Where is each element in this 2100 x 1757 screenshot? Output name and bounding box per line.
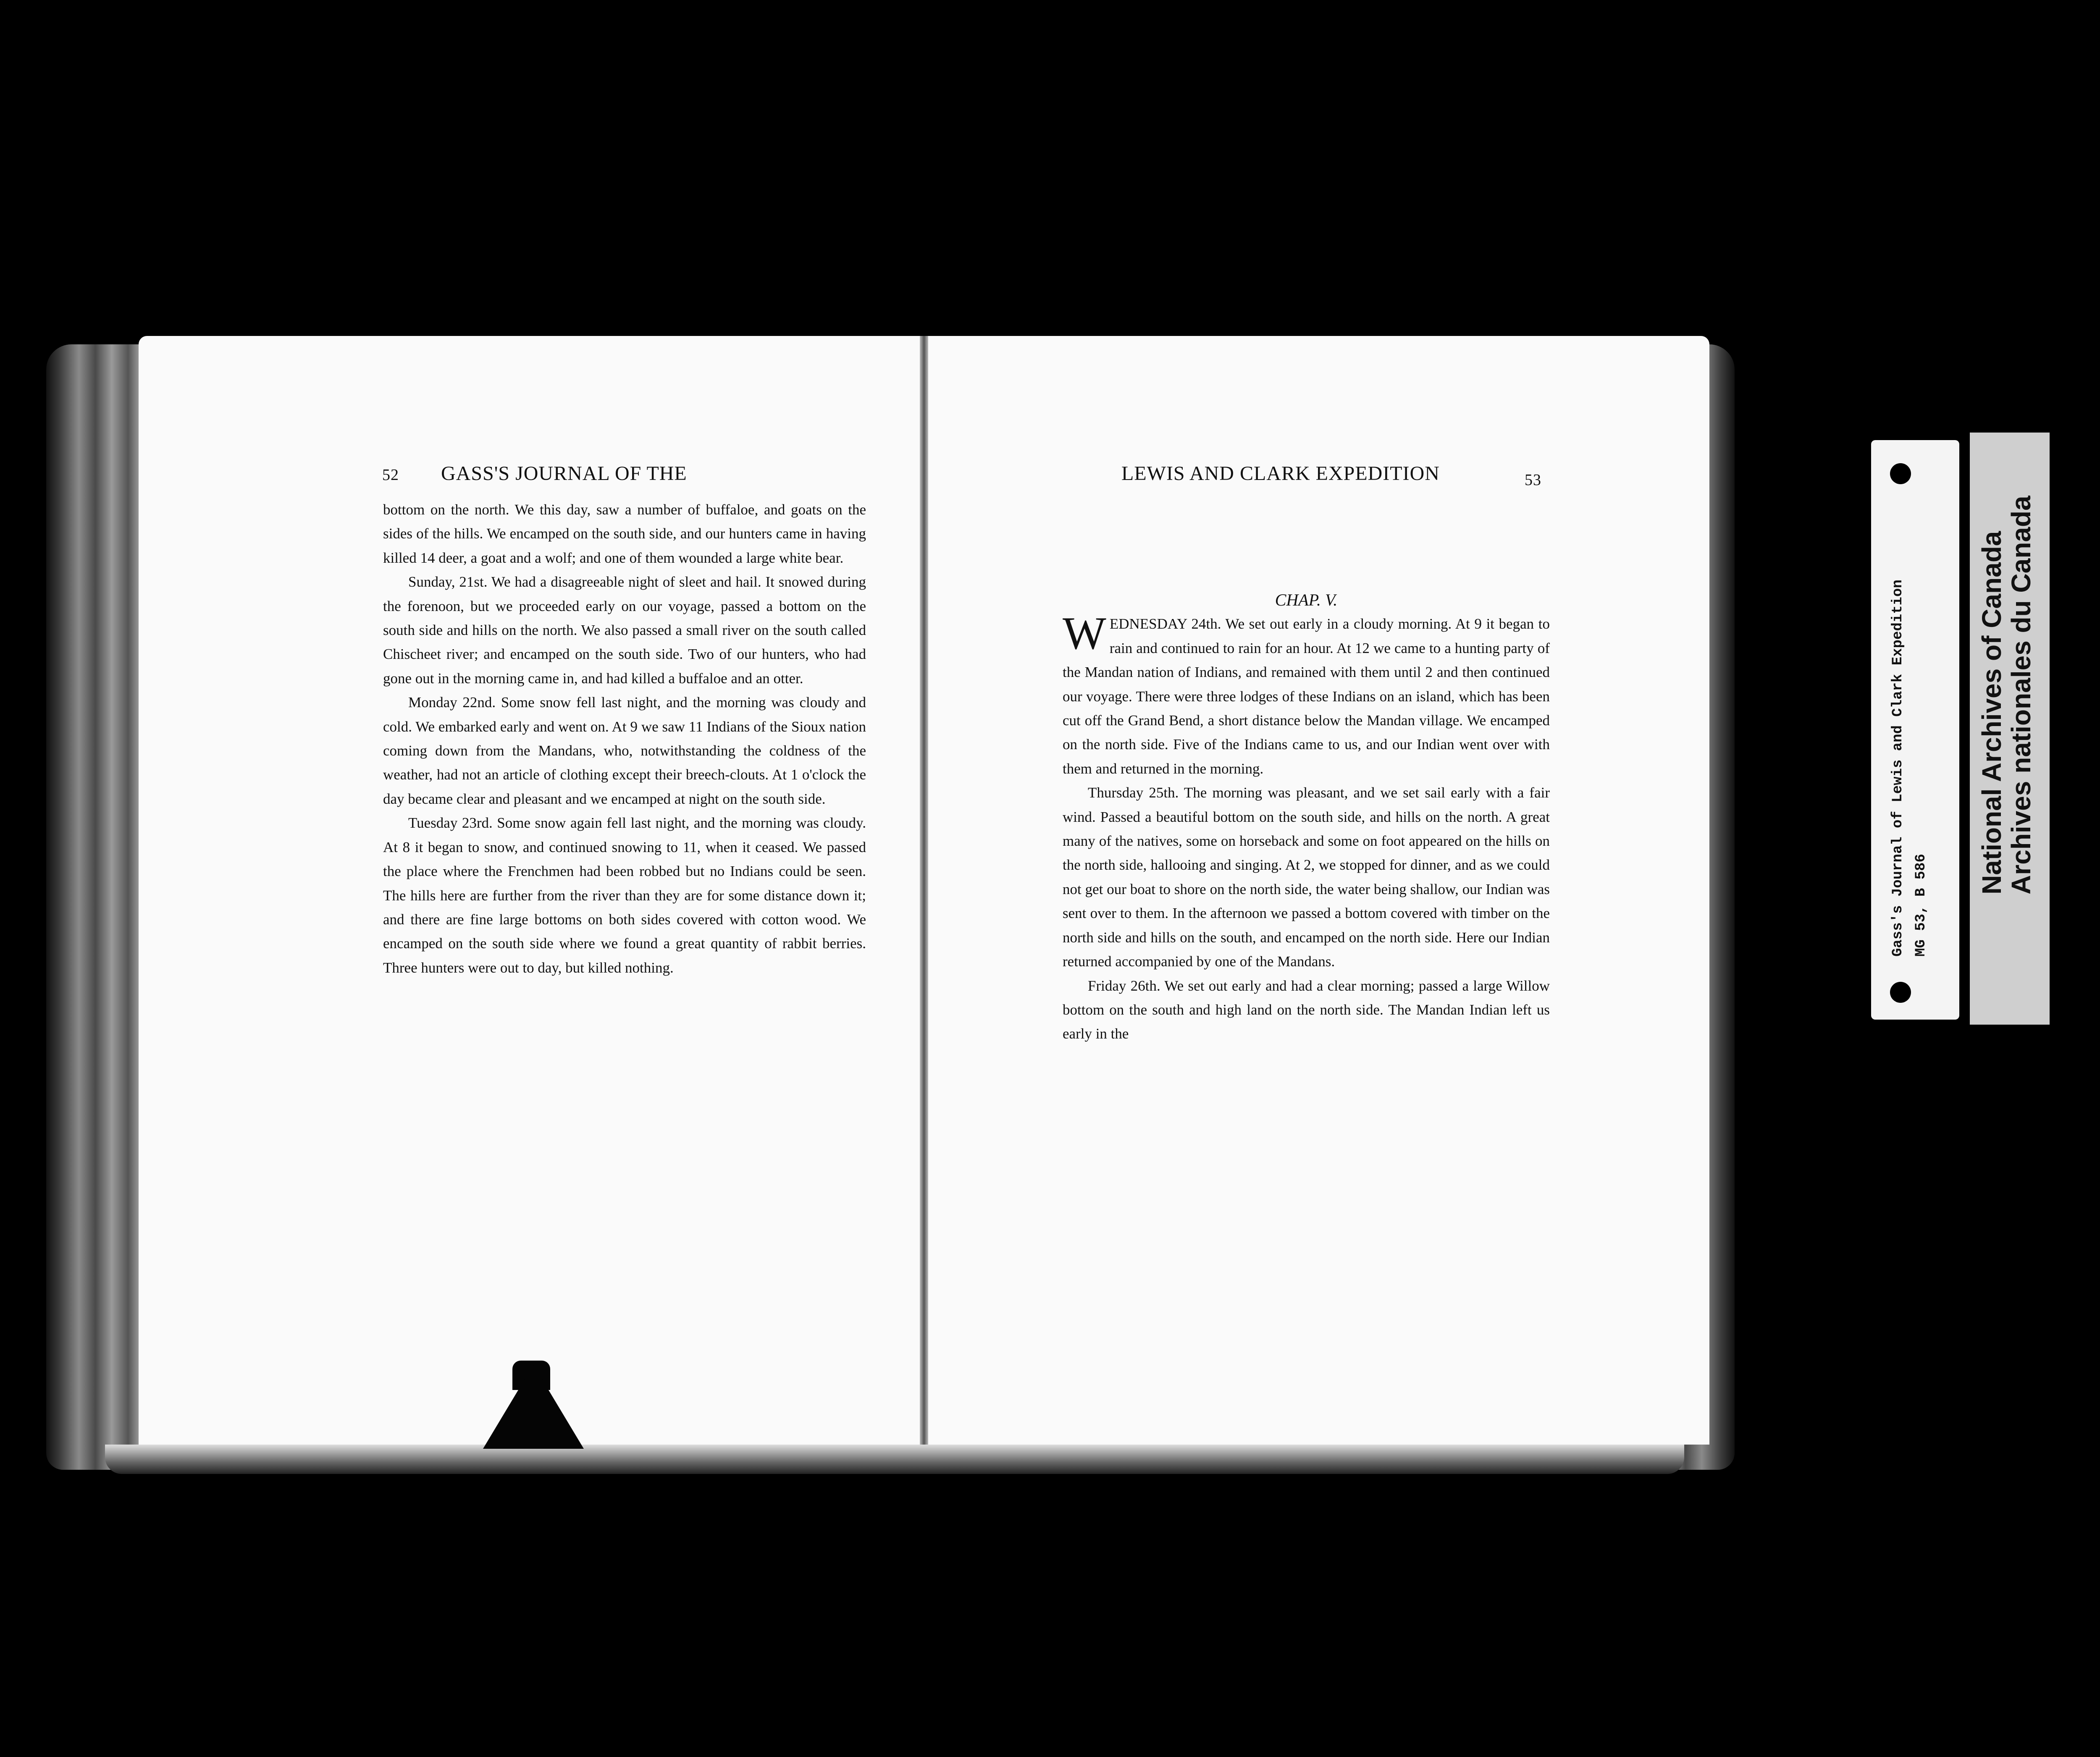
catalogue-label bbox=[1871, 440, 1959, 1020]
bookmark-ribbon bbox=[483, 1365, 584, 1449]
drop-cap: W bbox=[1063, 608, 1106, 659]
right-page bbox=[928, 336, 1709, 1445]
punch-hole-icon bbox=[1890, 982, 1911, 1003]
paragraph-text: EDNESDAY 24th. We set out early in a cloudy morning. At 9 it began to rain and continued to rain for an hour. At 12 we came to a hunting party of the Mandan nation of Indians, and remained with them until 2 and then continued our voyage. There were three lodges of these Indians on an island, which has been cut off the Grand Bend, a short distance below the Mandan village. We encamped on the north side. Five of the Indians came to us, and our Indian went over with them and returned in the morning. bbox=[1063, 616, 1550, 777]
right-page-number: 53 bbox=[1525, 471, 1541, 489]
left-page bbox=[139, 336, 920, 1445]
left-page-body bbox=[383, 498, 866, 980]
book-bottom-edge bbox=[105, 1445, 1684, 1474]
archive-name-fr: Archives nationales du Canada bbox=[2006, 496, 2036, 894]
paragraph: Thursday 25th. The morning was pleasant, and we set sail early with a fair wind. Passed a beautiful bottom on the south side, and hills on the north. A great many of the natives, some on horseback and some on foot appeared on the hills on the north side, hallooing and singing. At 2, we stopped for dinner, and as we could not get our boat to shore on the north side, the water being shallow, our Indian was sent over to them. In the afternoon we passed a bottom covered with timber on the north side and hills on the south, and encamped on the north side. Here our Indian returned accompanied by one of the Mandans. bbox=[1063, 784, 1550, 970]
paragraph bbox=[1063, 608, 1550, 781]
paragraph: Tuesday 23rd. Some snow again fell last night, and the morning was cloudy. At 8 it began to snow, and continued snowing to 11, when it ceased. We passed the place where the Frenchmen had been robbed but no Indians could be seen. The hills here are further from the river than they are for some distance down it; and there are fine large bottoms on both sides covered with cotton wood. We encamped on the south side where we found a great quantity of rabbit berries. Three hunters were out to day, but killed nothing. bbox=[383, 815, 866, 976]
archive-name-en: National Archives of Canada bbox=[1977, 531, 2007, 894]
left-page-number: 52 bbox=[382, 466, 399, 484]
right-page-body bbox=[1063, 588, 1550, 1046]
paragraph: Monday 22nd. Some snow fell last night, and the morning was cloudy and cold. We embarked early and went on. At 9 we saw 11 Indians of the Sioux nation coming down from the Mandans, who, notwithstanding the coldness of the weather, had not an article of clothing except their breech-clouts. At 1 o'clock the day became clear and pleasant and we encamped at night on the south side. bbox=[383, 694, 866, 807]
open-book bbox=[46, 336, 1735, 1478]
reference-label-text: MG 53, B 586 bbox=[1913, 854, 1929, 957]
book-gutter bbox=[920, 336, 928, 1445]
right-running-head: LEWIS AND CLARK EXPEDITION bbox=[1121, 462, 1440, 485]
chapter-heading: CHAP. V. bbox=[1275, 590, 1338, 609]
archive-label bbox=[1970, 433, 2050, 1025]
paragraph: bottom on the north. We this day, saw a number of buffaloe, and goats on the sides of the hills. We encamped on the south side, and our hunters came in having killed 14 deer, a goat and a wolf; and one of them wounded a large white bear. bbox=[383, 501, 866, 566]
paragraph: Sunday, 21st. We had a disagreeable night of sleet and hail. It snowed during the forenoon, but we proceeded early on our voyage, passed a bottom on the south side and hills on the north. We also passed a small river on the south called Chischeet river; and encamped on the south side. Two of our hunters, who had gone out in the morning came in, and had killed a buffaloe and an otter. bbox=[383, 574, 866, 687]
paragraph: Friday 26th. We set out early and had a clear morning; passed a large Willow bottom on the south and high land on the north side. The Mandan Indian left us early in the bbox=[1063, 977, 1550, 1042]
left-running-head: GASS'S JOURNAL OF THE bbox=[441, 462, 687, 485]
title-label-text: Gass's Journal of Lewis and Clark Expedition bbox=[1890, 580, 1906, 957]
punch-hole-icon bbox=[1890, 463, 1911, 484]
